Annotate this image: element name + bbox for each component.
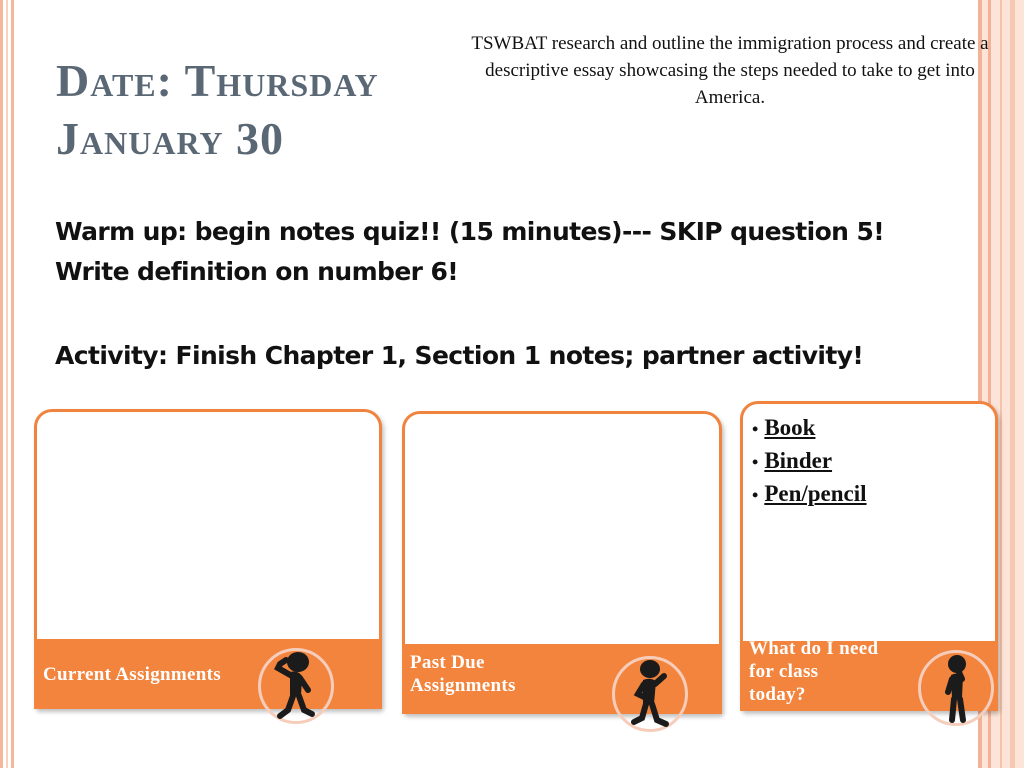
needs-label-line-1: What do I need xyxy=(749,638,879,659)
list-item: • Binder xyxy=(752,448,833,473)
past-due-label xyxy=(410,651,516,697)
list-item: • Pen/pencil xyxy=(752,481,867,506)
warmup-line-2: Write definition on number 6! xyxy=(55,257,459,286)
supplies-list xyxy=(752,412,982,511)
needs-label-line-2: for class xyxy=(749,661,819,682)
supply-pen-pencil: Pen/pencil xyxy=(764,481,867,506)
slide-title xyxy=(56,52,476,168)
warmup-line-1: Warm up: begin notes quiz!! (15 minutes)--- SKIP question 5! xyxy=(55,217,885,246)
activity-text: Activity: Finish Chapter 1, Section 1 notes; partner activity! xyxy=(55,341,864,370)
current-assignments-label: Current Assignments xyxy=(43,664,221,685)
supply-binder: Binder xyxy=(764,448,833,473)
supply-book: Book xyxy=(764,415,816,440)
stick-figure-icon xyxy=(624,658,676,730)
past-due-label-line-2: Assignments xyxy=(410,675,516,696)
warmup-text xyxy=(55,212,975,292)
list-item: • Book xyxy=(752,415,816,440)
needs-label-line-3: today? xyxy=(749,684,806,705)
stick-figure-icon xyxy=(268,650,324,722)
needs-label xyxy=(749,637,878,706)
title-line-1: Date: Thursday xyxy=(56,55,379,106)
past-due-label-line-1: Past Due xyxy=(410,652,485,673)
left-border-decoration xyxy=(0,0,14,768)
current-assignments-card xyxy=(34,409,382,709)
objective-text: TSWBAT research and outline the immigration process and create a descriptive essay showcasing the steps needed to take to get into America. xyxy=(471,33,989,108)
title-line-2: January 30 xyxy=(56,113,285,164)
stick-figure-icon xyxy=(936,654,978,726)
